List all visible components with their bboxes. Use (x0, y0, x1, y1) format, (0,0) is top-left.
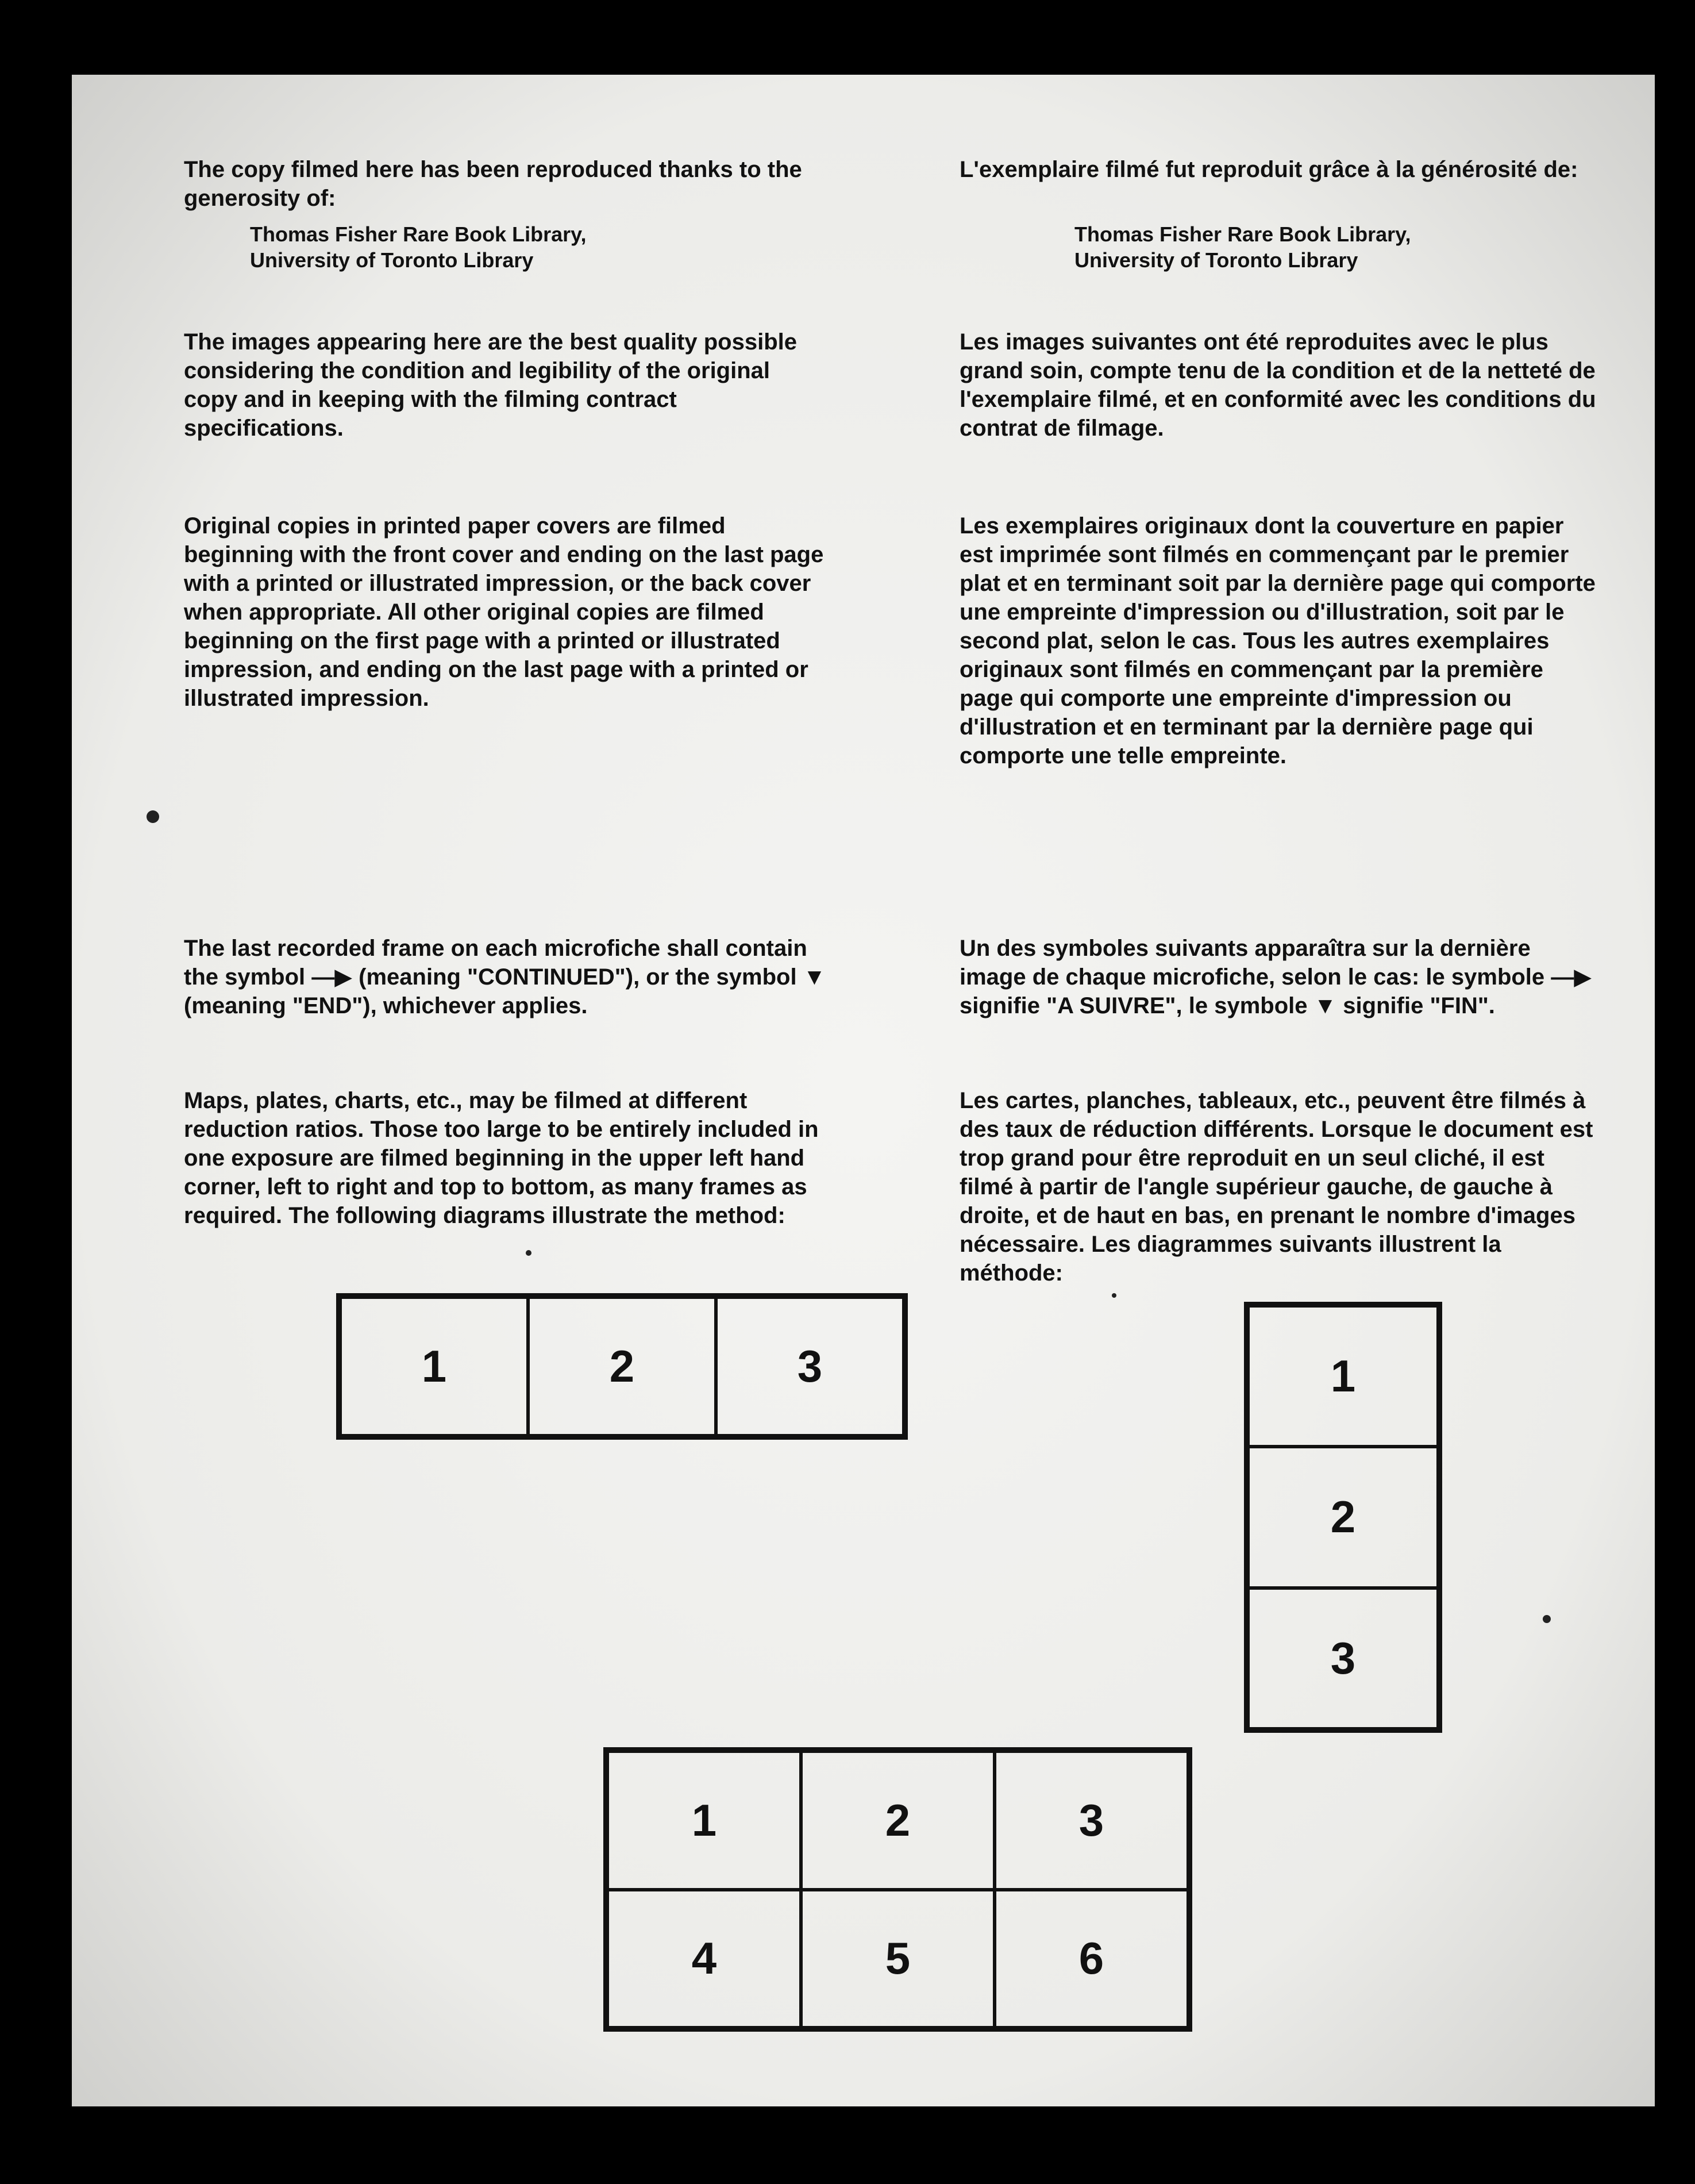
english-originals-paragraph: Original copies in printed paper covers are filmed beginning with the front cover and ending on the last page with a printed or illustrated impression, or the back cover when appropriate. All other original copies are filmed beginning on the first page with a printed or illustrated impression, and ending on the last page with a printed or illustrated impression. (184, 513, 824, 711)
frame-cell: 4 (607, 1890, 801, 2028)
english-library-name (250, 221, 767, 273)
frame-cell: 6 (995, 1890, 1188, 2028)
english-maps-paragraph: Maps, plates, charts, etc., may be filmed at different reduction ratios. Those too large to be entirely included in one exposure are filmed beginning in the upper left hand corner, left to right and top to bottom, as many frames as required. The following diagrams illustrate the method: (184, 1088, 819, 1228)
frame-cell: 2 (801, 1751, 995, 1890)
english-symbols-paragraph: The last recorded frame on each microfiche shall contain the symbol —▶ (meaning "CONTINUED"), or the symbol ▼ (meaning "END"), whichever applies. (184, 936, 826, 1018)
french-maps-paragraph: Les cartes, planches, tableaux, etc., peuvent être filmés à des taux de réduction différents. Lorsque le document est trop grand pour être reproduit en un seul cliché, il est filmé à partir de l'angle supérieur gauche, de gauche à droite, et de haut en bas, en prenant le nombre d'images nécessaire. Les diagrammes suivants illustrent la méthode: (960, 1088, 1593, 1286)
french-originals-paragraph: Les exemplaires originaux dont la couverture en papier est imprimée sont filmés en commençant par le premier plat et en terminant soit par la dernière page qui comporte une empreinte d'impression ou d'illustration, soit par le second plat, selon le cas. Tous les autres exemplaires originaux sont filmés en commençant par la première page qui comporte une empreinte d'impression ou d'illustration et en terminant par la dernière page qui comporte une telle empreinte. (960, 513, 1596, 768)
french-symbols-paragraph: Un des symboles suivants apparaîtra sur la dernière image de chaque microfiche, selon le cas: le symbole —▶ signifie "A SUIVRE", le symbole ▼ signifie "FIN". (960, 936, 1592, 1018)
film-speck (526, 1250, 531, 1256)
frame-cell: 3 (1248, 1588, 1438, 1729)
film-speck (147, 810, 159, 823)
frame-cell: 1 (607, 1751, 801, 1890)
frame-cell: 1 (1248, 1306, 1438, 1447)
film-speck (1543, 1615, 1551, 1623)
frame-cell: 2 (528, 1297, 716, 1436)
frame-cell: 2 (1248, 1447, 1438, 1587)
french-thanks-paragraph: L'exemplaire filmé fut reproduit grâce à la générosité de: (960, 157, 1578, 182)
film-speck (1112, 1293, 1116, 1298)
french-library-line1: Thomas Fisher Rare Book Library, (1074, 222, 1411, 246)
french-library-line2: University of Toronto Library (1074, 248, 1358, 272)
english-thanks-paragraph: The copy filmed here has been reproduced thanks to the generosity of: (184, 157, 802, 211)
frame-cell: 3 (716, 1297, 904, 1436)
document-sheet (72, 75, 1655, 2106)
english-quality-paragraph: The images appearing here are the best quality possible considering the condition and legibility of the original copy and in keeping with the filming contract specifications. (184, 329, 797, 441)
frame-cell: 3 (995, 1751, 1188, 1890)
english-library-line2: University of Toronto Library (250, 248, 534, 272)
diagram-horizontal-three-frames (336, 1293, 908, 1440)
diagram-vertical-three-frames (1244, 1302, 1442, 1733)
english-library-line1: Thomas Fisher Rare Book Library, (250, 222, 587, 246)
french-quality-paragraph: Les images suivantes ont été reproduites avec le plus grand soin, compte tenu de la condition et de la netteté de l'exemplaire filmé, et en conformité avec les conditions du contrat de filmage. (960, 329, 1596, 441)
frame-cell: 1 (340, 1297, 528, 1436)
french-library-name (1074, 221, 1592, 273)
diagram-grid-six-frames (603, 1747, 1192, 2032)
frame-cell: 5 (801, 1890, 995, 2028)
